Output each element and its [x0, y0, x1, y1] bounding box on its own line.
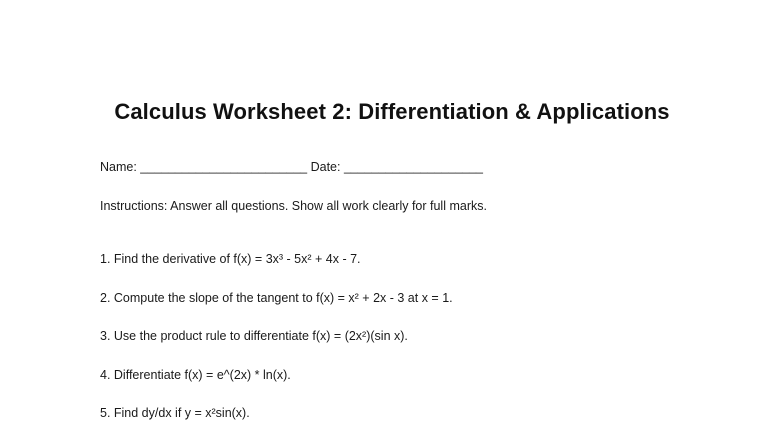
question-3: 3. Use the product rule to differentiate f(x) = (2x²)(sin x). — [100, 329, 408, 343]
question-5: 5. Find dy/dx if y = x²sin(x). — [100, 406, 250, 420]
question-1: 1. Find the derivative of f(x) = 3x³ - 5x² + 4x - 7. — [100, 252, 361, 266]
name-date-line: Name: ________________________ Date: ____________________ — [100, 160, 483, 174]
question-4: 4. Differentiate f(x) = e^(2x) * ln(x). — [100, 368, 291, 382]
instructions-text: Instructions: Answer all questions. Show all work clearly for full marks. — [100, 199, 487, 213]
worksheet-title: Calculus Worksheet 2: Differentiation & Applications — [114, 99, 670, 124]
question-2: 2. Compute the slope of the tangent to f(x) = x² + 2x - 3 at x = 1. — [100, 291, 453, 305]
